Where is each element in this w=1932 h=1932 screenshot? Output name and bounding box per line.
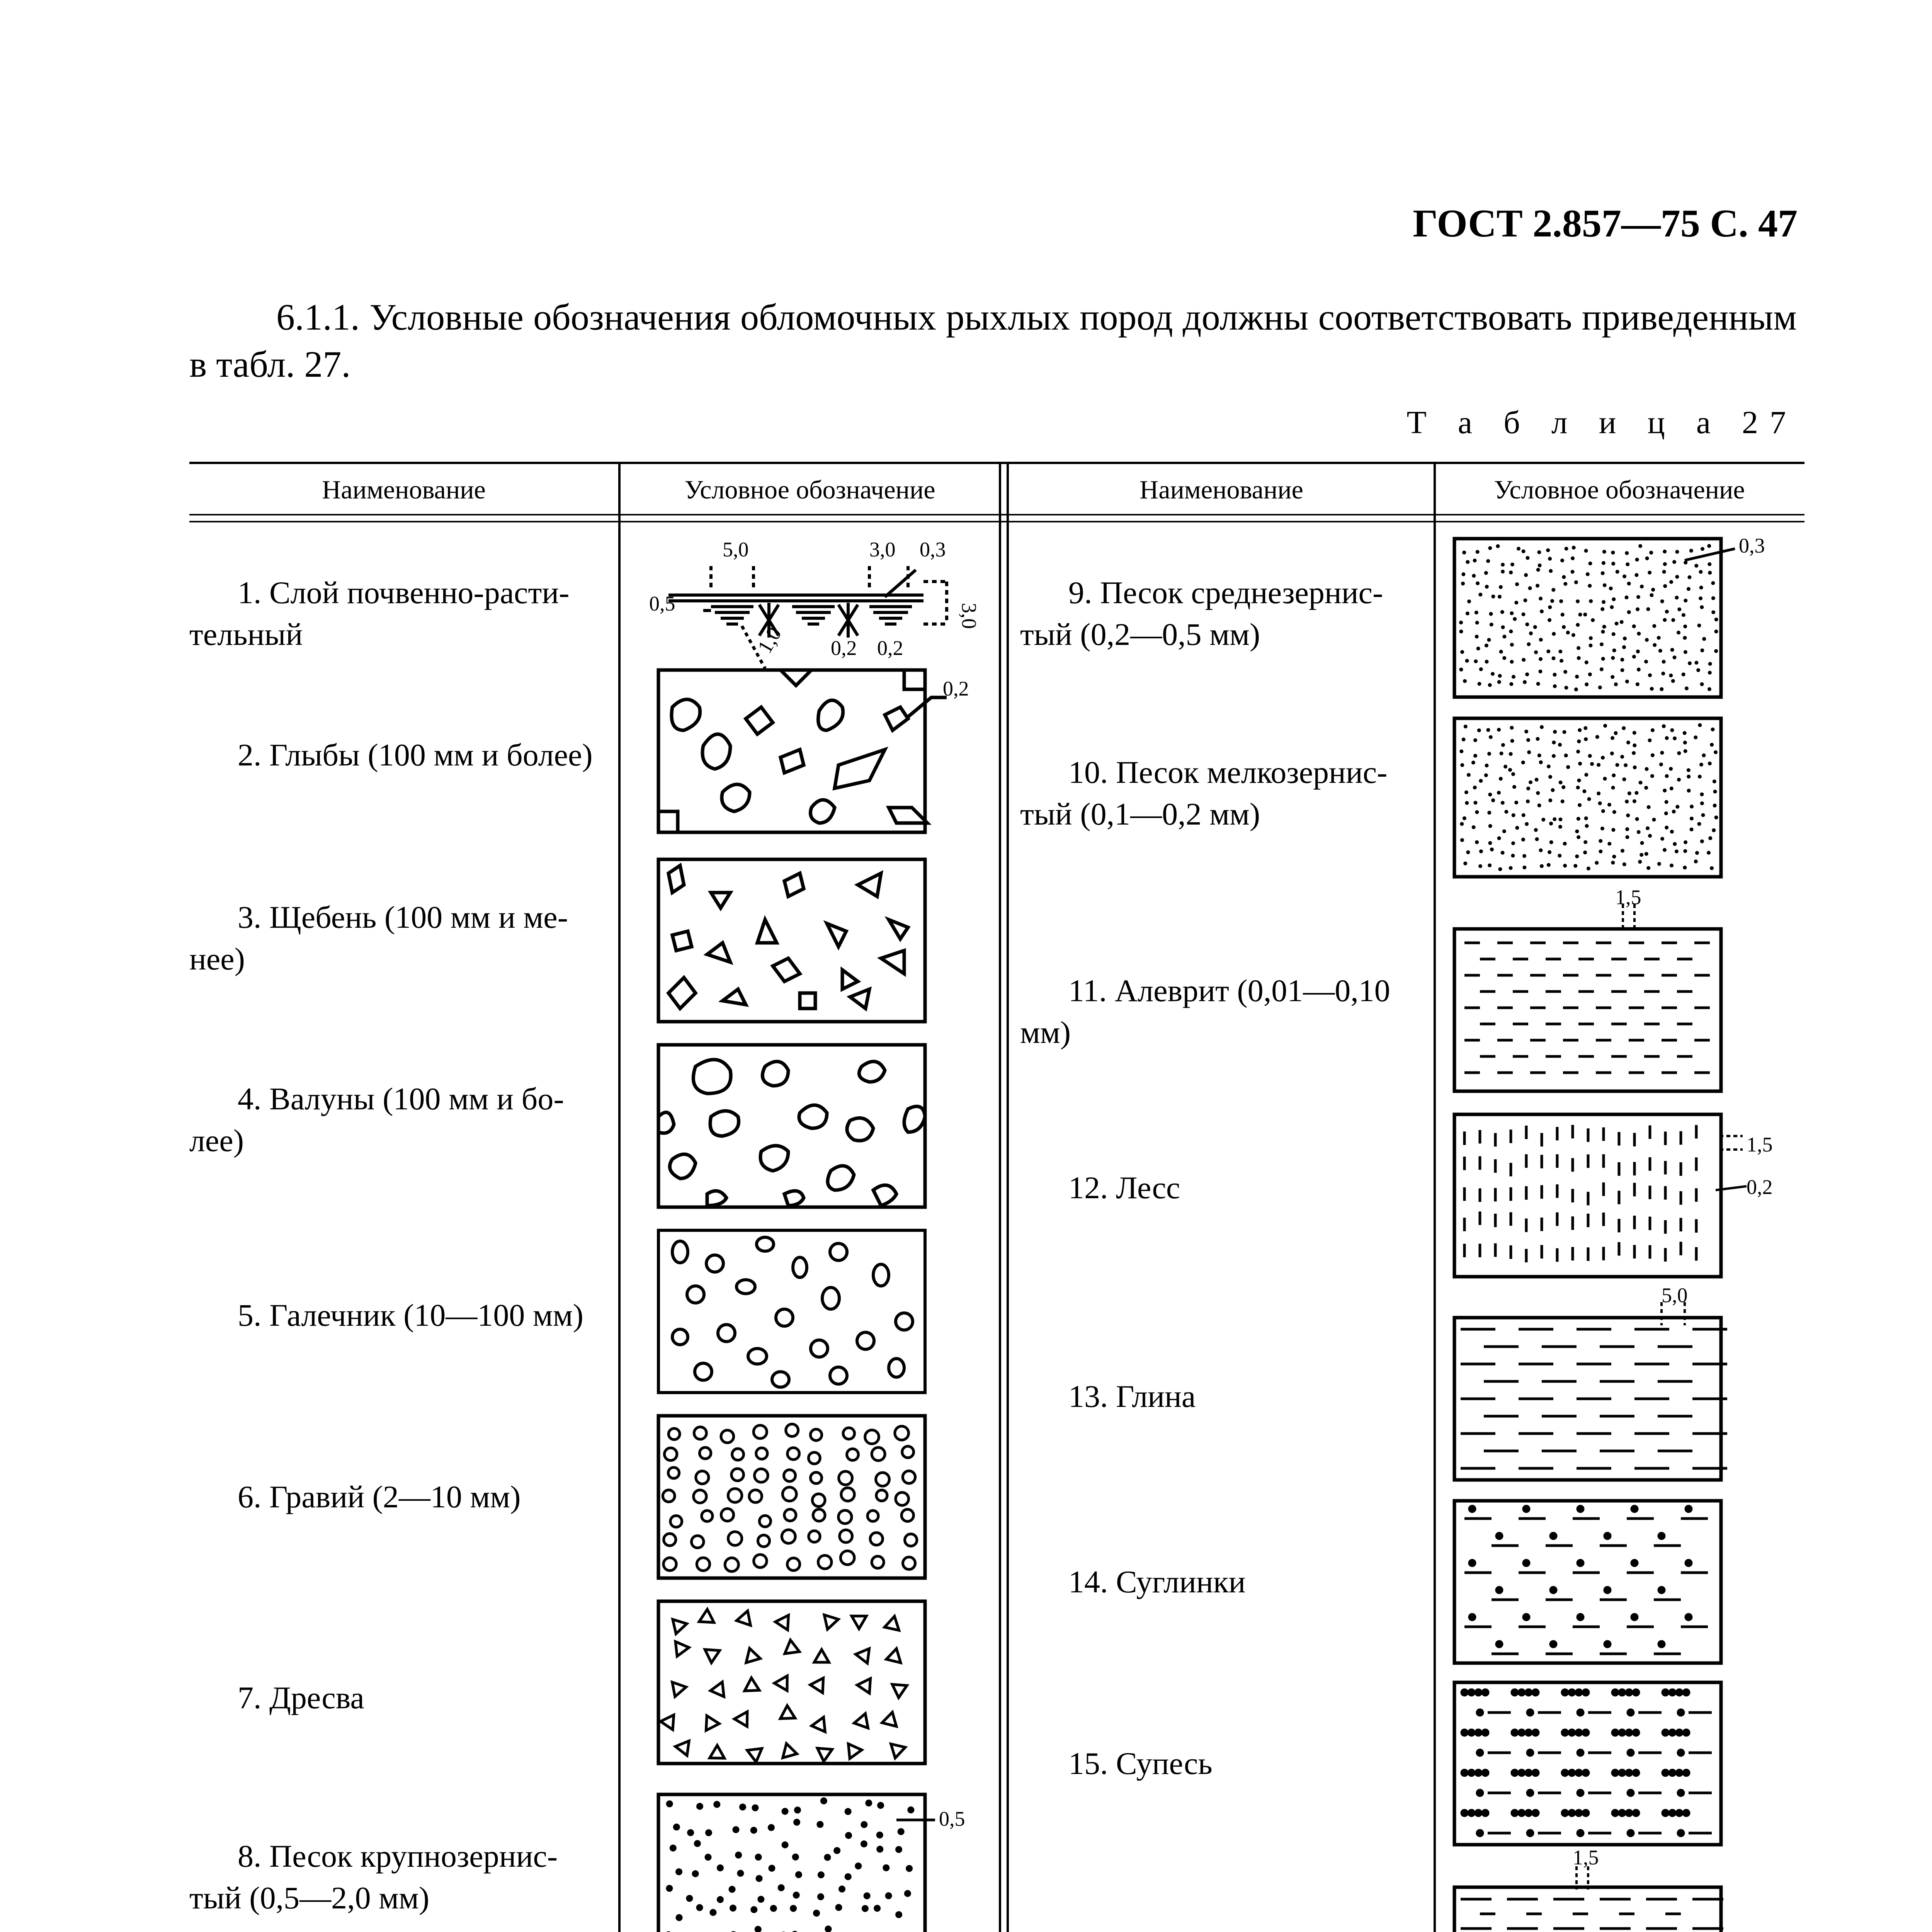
symbol-medium-sand (1453, 534, 1770, 703)
item-10-label: 10. Песок мелкозернис-тый (0,1—0,2 мм) (1020, 755, 1388, 832)
symbol-soil-layer (649, 533, 981, 665)
table-27-header-rule-2 (189, 521, 1804, 522)
symbol-fine-sand (1453, 717, 1723, 883)
symbol-crushed-stone (657, 858, 927, 1024)
symbol-clay (1453, 1284, 1723, 1484)
dim-1-5-loess: 1,5 (1747, 1133, 1773, 1156)
t27-col-symbol-right: Условное обозначение (1494, 475, 1745, 504)
table-27-top-rule (189, 462, 1804, 464)
symbol-gravel (657, 1414, 927, 1580)
symbol-grus (657, 1600, 927, 1766)
item-13-label: 13. Глина (1068, 1379, 1196, 1414)
dim-5-0-clay: 5,0 (1662, 1284, 1688, 1307)
dim-0-2-glyby: 0,2 (943, 677, 969, 700)
t27-col-symbol-left: Условное обозначение (684, 475, 935, 504)
dim-1-0: 1,0 (753, 623, 786, 657)
symbol-coarse-sand (657, 1793, 966, 1932)
item-2-label: 2. Глыбы (100 мм и более) (238, 737, 593, 772)
symbol-blocks (657, 668, 969, 835)
item-3-label: 3. Щебень (100 мм и ме-нее) (189, 900, 568, 976)
item-4-label: 4. Валуны (100 мм и бо-лее) (189, 1081, 564, 1158)
symbol-silt (1453, 886, 1723, 1094)
dim-0-3: 0,3 (920, 538, 946, 561)
table-27-col-divider-1 (618, 462, 621, 1932)
item-12-label: 12. Лесс (1068, 1170, 1180, 1205)
dim-5-0: 5,0 (723, 538, 749, 561)
table-27-header-rule (189, 514, 1804, 515)
item-11-label: 11. Алеврит (0,01—0,10 мм) (1020, 973, 1390, 1050)
soil-hatch-group (711, 603, 912, 638)
symbol-pebbles (657, 1229, 927, 1395)
dim-0-3-sand: 0,3 (1739, 534, 1765, 557)
dim-1-5-aleuro: 1,5 (1573, 1846, 1599, 1869)
item-1-label: 1. Слой почвенно-расти-тельный (189, 575, 570, 652)
symbol-sandy-loam (1453, 1681, 1723, 1847)
item-8-label: 8. Песок крупнозернис-тый (0,5—2,0 мм) (189, 1838, 558, 1915)
symbol-boulders (657, 1043, 927, 1209)
dim-0-2-b: 0,2 (877, 636, 903, 660)
t27-col-name-right: Наименование (1139, 475, 1303, 504)
symbol-loess (1453, 1113, 1781, 1279)
dim-3-0-top: 3,0 (869, 538, 896, 561)
dim-0-2-a: 0,2 (831, 636, 857, 660)
paragraph-6-1-1: 6.1.1. Условные обозначения обломочных рыхлых пород должны соответствовать приведенным в табл. 27. (189, 296, 1797, 385)
symbol-aleuropelite (1453, 1847, 1723, 1932)
item-14-label: 14. Суглинки (1068, 1564, 1246, 1599)
t27-col-name-left: Наименование (322, 475, 486, 504)
table-27-col-divider-2 (999, 462, 1001, 1932)
item-15-label: 15. Супесь (1068, 1746, 1213, 1781)
dim-0-2-loess: 0,2 (1747, 1175, 1773, 1199)
item-6-label: 6. Гравий (2—10 мм) (238, 1479, 521, 1514)
page-header: ГОСТ 2.857—75 С. 47 (1413, 202, 1798, 245)
dim-3-0-side: 3,0 (957, 603, 981, 629)
item-5-label: 5. Галечник (10—100 мм) (238, 1298, 583, 1333)
table-27-col-divider-3 (1434, 462, 1436, 1932)
dim-1-5-silt: 1,5 (1615, 886, 1641, 909)
table-27-col-divider-2b (1007, 462, 1009, 1932)
item-7-label: 7. Дресва (238, 1680, 364, 1715)
table-27-caption: Т а б л и ц а 27 (1406, 405, 1798, 440)
symbol-loam (1453, 1499, 1723, 1665)
item-9-label: 9. Песок среднезернис-тый (0,2—0,5 мм) (1020, 575, 1383, 652)
dim-0-5-sand: 0,5 (939, 1807, 965, 1830)
dim-0-5: 0,5 (649, 592, 675, 615)
